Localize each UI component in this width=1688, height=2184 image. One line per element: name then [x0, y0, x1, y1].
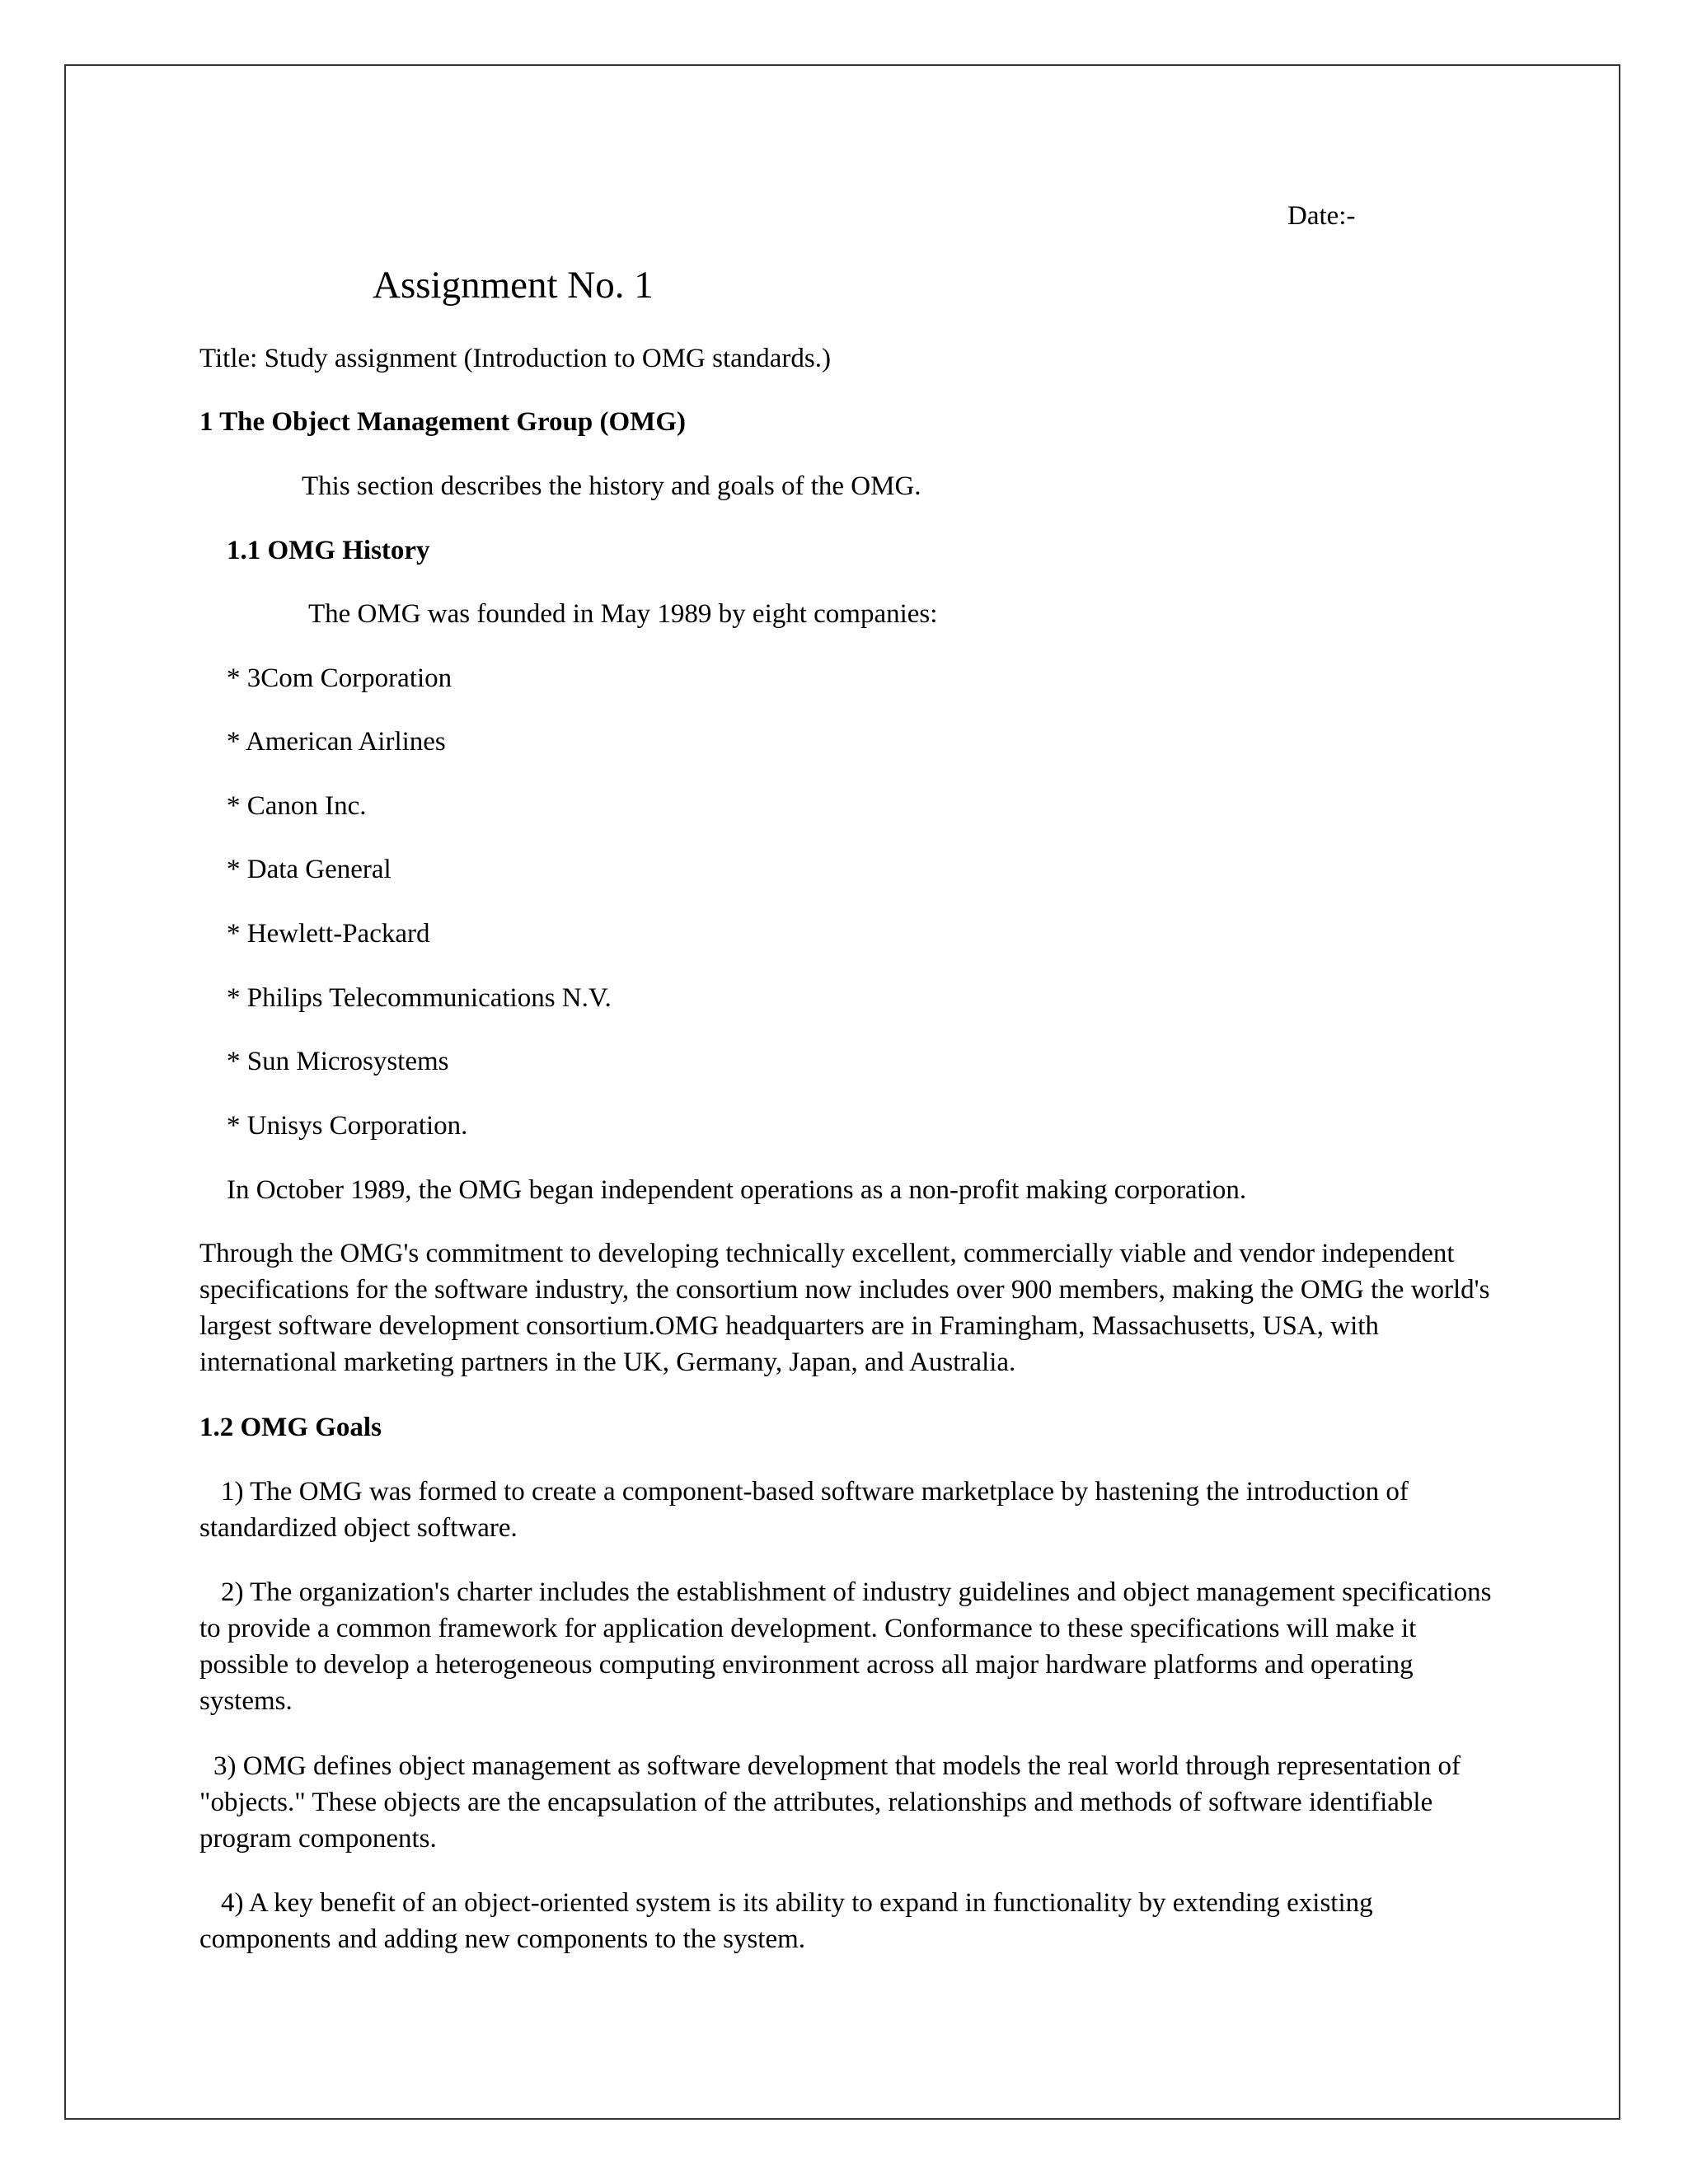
- goal-item: 2) The organization's charter includes the establishment of industry guidelines and object management specifications to provide a common framework for application development. Conformance to these specifications will make it possible to develop a heterogeneous computing environment across all major hardware platforms and operating systems.: [199, 1577, 1492, 1716]
- list-item: * American Airlines: [227, 727, 446, 757]
- goals-heading: 1.2 OMG Goals: [199, 1413, 382, 1442]
- goal-item: 4) A key benefit of an object-oriented system is its ability to expand in functionality by extending existing components and adding new components to the system.: [199, 1888, 1373, 1954]
- list-item: * Hewlett-Packard: [227, 919, 430, 949]
- list-item: * Canon Inc.: [227, 791, 367, 821]
- section-intro: This section describes the history and goals of the OMG.: [302, 471, 921, 501]
- list-item: * Philips Telecommunications N.V.: [227, 983, 612, 1013]
- goal-item: 3) OMG defines object management as software development that models the real world through representation of "objects." These objects are the encapsulation of the attributes, relationships and methods of software identifiable program components.: [199, 1751, 1461, 1854]
- october-paragraph: In October 1989, the OMG began independent operations as a non-profit making corporation.: [227, 1175, 1247, 1205]
- list-item: * Unisys Corporation.: [227, 1111, 468, 1141]
- list-item: * Sun Microsystems: [227, 1047, 449, 1076]
- section-heading: 1 The Object Management Group (OMG): [199, 407, 686, 437]
- history-intro: The OMG was founded in May 1989 by eight companies:: [308, 599, 938, 629]
- list-item: * Data General: [227, 855, 392, 884]
- date-label: Date:-: [1287, 201, 1356, 231]
- list-item: * 3Com Corporation: [227, 663, 452, 693]
- goal-item: 1) The OMG was formed to create a component-based software marketplace by hastening the introduction of standardized object software.: [199, 1477, 1409, 1543]
- commitment-paragraph: Through the OMG's commitment to developing technically excellent, commercially viable and vendor independent specifications for the software industry, the consortium now includes over 900 members, making the OMG the world's largest software development consortium.OMG headquarters are in Framingham, Massachusetts, USA, with international marketing partners in the UK, Germany, Japan, and Australia.: [199, 1239, 1490, 1377]
- history-heading: 1.1 OMG History: [227, 536, 430, 565]
- assignment-title: Title: Study assignment (Introduction to OMG standards.): [199, 344, 831, 373]
- assignment-heading: Assignment No. 1: [373, 264, 654, 307]
